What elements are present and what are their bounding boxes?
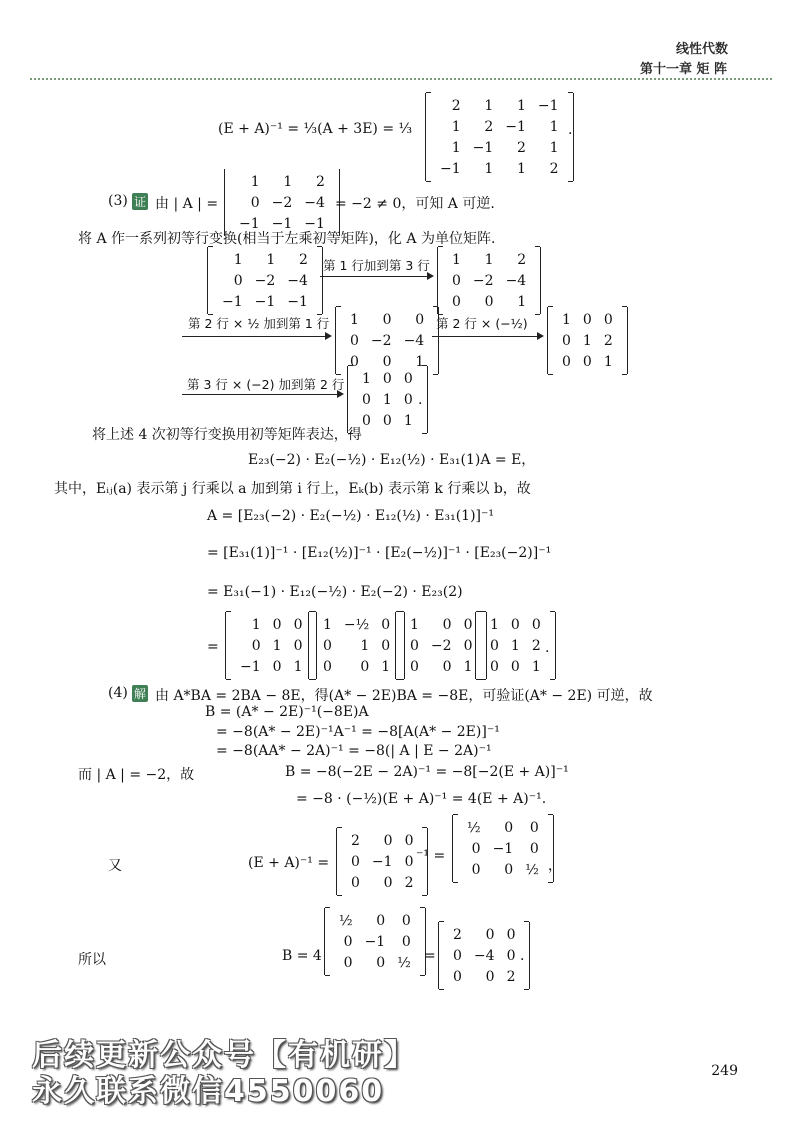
matrix-cell: 2 (517, 139, 526, 156)
matrix-cell: 1 (381, 658, 391, 675)
solution-tag: 解 (134, 687, 147, 701)
matrix-cell: 2 (517, 251, 527, 268)
matrix-cell: 2 (506, 968, 516, 985)
header-divider (30, 78, 772, 80)
matrix-cell: 0 (410, 658, 419, 675)
matrix-cell: 0 (410, 637, 419, 654)
matrix-cell: 0 (403, 370, 413, 387)
watermark-line-2: 永久联系微信4550060 (32, 1074, 385, 1109)
matrix-cell: 0 (360, 658, 370, 675)
matrix-cell: 0 (251, 637, 261, 654)
matrix-cell: 0 (404, 832, 414, 849)
matrix-cell: ½ (525, 861, 539, 878)
final-matrix-2 (308, 612, 405, 679)
B-diag-matrix (324, 908, 426, 975)
matrix-cell: −2 (370, 332, 392, 349)
matrix-cell: 1 (510, 637, 520, 654)
matrix-cell: 1 (266, 251, 276, 268)
matrix-cell: 2 (549, 160, 559, 177)
matrix-cell: 2 (603, 332, 613, 349)
matrix-cell: 0 (471, 840, 481, 857)
matrix-cell: 1 (531, 658, 541, 675)
matrix-cell: 0 (343, 954, 353, 971)
part4-line-6: = −8 · (−½)(E + A)⁻¹ = 4(E + A)⁻¹. (296, 791, 547, 807)
matrix-cell: −1 (537, 97, 559, 114)
summary-line: 将上述 4 次初等行变换用初等矩阵表达，得 (92, 427, 362, 443)
inverse-end: ， (548, 858, 562, 874)
matrix-cell: 0 (504, 819, 514, 836)
matrix-cell: 1 (362, 370, 371, 387)
header-book-title: 线性代数 (676, 42, 729, 57)
matrix-cell: 0 (490, 637, 499, 654)
matrix-cell: −1 (492, 840, 514, 857)
matrix-cell: −1 (371, 853, 393, 870)
eq-end-dot: . (568, 122, 573, 138)
matrix-cell: 1 (382, 391, 392, 408)
eq-inverse-lhs: (E + A)⁻¹ = ⅓(A + 3E) = ⅓ (218, 121, 413, 137)
matrix-cell: 0 (582, 311, 592, 328)
matrix-cell: −1 (240, 658, 261, 675)
matrix-cell: 1 (360, 637, 370, 654)
op-label-1: 第 1 行加到第 3 行 (323, 258, 430, 273)
matrix-cell: 0 (415, 311, 425, 328)
matrix-A-step1 (437, 247, 541, 314)
matrix-cell: 0 (323, 658, 332, 675)
matrix-cell: 0 (293, 616, 303, 633)
row-reduce-intro: 将 A 作一系列初等行变换(相当于左乘初等矩阵)，化 A 为单位矩阵. (78, 231, 496, 247)
matrix-cell: 0 (382, 370, 392, 387)
matrix-cell: 0 (382, 311, 392, 328)
matrix-cell: 0 (250, 194, 260, 211)
matrix-cell: 0 (485, 968, 495, 985)
matrix-cell: 0 (452, 272, 461, 289)
matrix-cell: 1 (350, 311, 359, 328)
final-equals: = (207, 639, 219, 655)
matrix-cell: ½ (339, 912, 353, 929)
proof-tag: 证 (134, 195, 147, 209)
matrix-cell: 0 (403, 391, 413, 408)
matrix-cell: 0 (603, 311, 613, 328)
matrix-cell: 0 (531, 616, 541, 633)
matrix-cell: 1 (251, 616, 261, 633)
identity-end-dot: . (418, 392, 423, 408)
matrix-cell: 1 (283, 173, 293, 190)
matrix-cell: −2 (430, 637, 452, 654)
arrow-3 (432, 336, 542, 337)
matrix-cell: 0 (582, 353, 592, 370)
matrix-cell: 0 (382, 412, 392, 429)
matrix-cell: 0 (376, 954, 386, 971)
matrix-cell: −4 (403, 332, 425, 349)
matrix-cell: 0 (272, 616, 282, 633)
matrix-cell: 0 (506, 947, 516, 964)
also-text: 又 (108, 858, 122, 874)
matrix-A-step3 (547, 307, 628, 374)
inverse-mid: ⁻¹ = (416, 848, 446, 864)
part3-label: (3) (108, 193, 128, 209)
arrow-1 (320, 276, 432, 277)
matrix-cell: 1 (484, 97, 494, 114)
part4-line-1: 由 A*BA = 2BA − 8E，得(A* − 2E)BA = −8E，可验证(A* − 2E) 可逆，故 (155, 688, 653, 704)
matrix-cell: 2 (351, 832, 360, 849)
matrix-cell: 2 (451, 97, 461, 114)
matrix-cell: −1 (505, 118, 526, 135)
matrix-cell: −1 (222, 293, 243, 310)
matrix-cell: 0 (471, 861, 481, 878)
matrix-cell: 0 (463, 616, 473, 633)
part4-line-2: B = (A* − 2E)⁻¹(−8E)A (205, 704, 369, 720)
inverse-lhs: (E + A)⁻¹ = (248, 855, 330, 871)
final-matrix-4 (475, 612, 556, 679)
matrix-cell: 0 (484, 293, 494, 310)
matrix-cell: 0 (376, 912, 386, 929)
matrix-cell: 1 (484, 251, 494, 268)
op-label-4: 第 3 行 × (−2) 加到第 2 行 (187, 377, 345, 392)
matrix-cell: 1 (484, 160, 494, 177)
matrix-cell: 1 (463, 658, 473, 675)
matrix-cell: 2 (453, 926, 462, 943)
watermark-line-1: 后续更新公众号【有机研】 (32, 1038, 416, 1073)
B-end-dot: . (520, 948, 525, 964)
matrix-cell: 1 (451, 139, 461, 156)
header-chapter-title: 第十一章 矩 阵 (640, 62, 728, 77)
matrix-cell: 1 (410, 616, 419, 633)
matrix-cell: 0 (401, 912, 411, 929)
matrix-cell: 0 (233, 272, 243, 289)
op-label-2: 第 2 行 × ½ 加到第 1 行 (188, 316, 330, 331)
A-inverse-eq-1: A = [E₂₃(−2) · E₂(−½) · E₁₂(½) · E₃₁(1)]⁻¹ (207, 508, 494, 524)
final-matrix-3 (395, 612, 487, 679)
matrix-cell: −1 (254, 293, 276, 310)
matrix-cell: 0 (442, 616, 452, 633)
matrix-cell: ½ (467, 819, 481, 836)
part4-line-4: = −8(AA* − 2A)⁻¹ = −8(| A | E − 2A)⁻¹ (216, 743, 492, 759)
diag-inverse-matrix (452, 815, 554, 882)
matrix-cell: −1 (304, 215, 325, 232)
elementary-product-eq: E₂₃(−2) · E₂(−½) · E₁₂(½) · E₃₁(1)A = E， (248, 452, 536, 468)
matrix-cell: 1 (403, 412, 413, 429)
matrix-cell: 0 (350, 353, 359, 370)
part4-line-5: B = −8(−2E − 2A)⁻¹ = −8[−2(E + A)]⁻¹ (285, 764, 569, 780)
matrix-cell: −1 (287, 293, 308, 310)
matrix-cell: −2 (271, 194, 293, 211)
matrix-cell: 2 (316, 173, 325, 190)
matrix-cell: 1 (250, 173, 260, 190)
matrix-cell: 0 (485, 926, 495, 943)
matrix-cell: −1 (364, 933, 386, 950)
page-number: 249 (711, 1063, 738, 1079)
arrow-4 (182, 394, 342, 395)
matrix-cell: 1 (517, 160, 526, 177)
det-suffix: = −2 ≠ 0，可知 A 可逆. (335, 196, 495, 212)
matrix-cell: 1 (452, 251, 461, 268)
matrix-cell: 1 (451, 118, 461, 135)
matrix-cell: 0 (529, 840, 539, 857)
matrix-cell: 0 (383, 832, 393, 849)
matrix-cell: 2 (404, 874, 414, 891)
matrix-cell: 0 (453, 968, 462, 985)
matrix-cell: −1 (239, 215, 260, 232)
matrix-cell: 0 (383, 874, 393, 891)
matrix-cell: 0 (404, 853, 414, 870)
matrix-cell: 1 (562, 311, 571, 328)
matrix-cell: 0 (343, 933, 353, 950)
B-lhs: B = 4 (282, 948, 322, 964)
matrix-cell: 0 (442, 658, 452, 675)
matrix-cell: 2 (484, 118, 494, 135)
matrix-cell: 1 (415, 353, 425, 370)
A-inverse-eq-2: = [E₃₁(1)]⁻¹ · [E₁₂(½)]⁻¹ · [E₂(−½)]⁻¹ · [E₂₃(−2)]⁻¹ (207, 545, 552, 561)
matrix-cell: 1 (272, 637, 282, 654)
matrix-cell: 1 (233, 251, 243, 268)
matrix-cell: 0 (510, 616, 520, 633)
part4-label: (4) (108, 685, 128, 701)
matrix-cell: 2 (299, 251, 308, 268)
matrix-cell: 0 (351, 874, 360, 891)
matrix-cell: 1 (517, 97, 526, 114)
matrix-cell: 0 (562, 353, 571, 370)
matrix-cell: −½ (343, 616, 370, 633)
diag-matrix (336, 828, 428, 895)
matrix-cell: 1 (323, 616, 332, 633)
matrix-cell: 0 (510, 658, 520, 675)
matrix-cell: 2 (531, 637, 541, 654)
matrix-cell: 0 (272, 658, 282, 675)
matrix-cell: 0 (381, 616, 391, 633)
A-inverse-eq-3: = E₃₁(−1) · E₁₂(−½) · E₂(−2) · E₂₃(2) (207, 584, 463, 600)
matrix-cell: 0 (293, 637, 303, 654)
final-matrix-1 (225, 612, 317, 679)
matrix-cell: 0 (452, 293, 461, 310)
matrix-cell: 1 (293, 658, 303, 675)
matrix-cell: 1 (603, 353, 613, 370)
matrix-cell: 0 (562, 332, 571, 349)
op-label-3: 第 2 行 × (−½) (436, 316, 528, 331)
matrix-cell: 0 (351, 853, 360, 870)
matrix-cell: 0 (362, 391, 371, 408)
matrix-cell: 0 (382, 353, 392, 370)
matrix-cell: −4 (287, 272, 308, 289)
B-equals: = (424, 948, 436, 964)
matrix-inverse-4x4 (425, 93, 574, 181)
B-result-matrix (438, 922, 530, 989)
matrix-A-step2 (335, 307, 439, 374)
matrix-cell: 0 (490, 658, 499, 675)
part4-line-3: = −8(A* − 2E)⁻¹A⁻¹ = −8[A(A* − 2E)]⁻¹ (216, 724, 500, 740)
matrix-cell: −4 (304, 194, 325, 211)
matrix-cell: 1 (582, 332, 592, 349)
arrow-2 (182, 336, 330, 337)
matrix-cell: 0 (504, 861, 514, 878)
matrix-cell: 0 (350, 332, 359, 349)
matrix-cell: 0 (529, 819, 539, 836)
matrix-cell: −2 (254, 272, 276, 289)
matrix-A-step0 (207, 247, 323, 314)
matrix-cell: 0 (401, 933, 411, 950)
matrix-cell: 0 (506, 926, 516, 943)
matrix-cell: 0 (381, 637, 391, 654)
matrix-cell: 1 (490, 616, 499, 633)
determinant-A (224, 169, 340, 236)
matrix-cell: −4 (505, 272, 527, 289)
matrix-identity (347, 366, 428, 433)
matrix-cell: 1 (517, 293, 527, 310)
since-det-text: 而 | A | = −2，故 (78, 767, 195, 783)
matrix-cell: 0 (453, 947, 462, 964)
final-end-dot: . (545, 640, 550, 656)
det-prefix: 由 | A | = (155, 196, 219, 212)
matrix-cell: 1 (549, 118, 559, 135)
matrix-cell: −4 (473, 947, 495, 964)
matrix-cell: −2 (472, 272, 494, 289)
matrix-cell: −1 (472, 139, 494, 156)
matrix-cell: 0 (463, 637, 473, 654)
notation-note: 其中，Eᵢⱼ(a) 表示第 j 行乘以 a 加到第 i 行上，Eₖ(b) 表示第 k 行乘以 b，故 (54, 481, 531, 497)
matrix-cell: −1 (440, 160, 461, 177)
matrix-cell: −1 (271, 215, 293, 232)
so-text: 所以 (78, 952, 106, 968)
matrix-cell: 0 (362, 412, 371, 429)
matrix-cell: ½ (397, 954, 411, 971)
matrix-cell: 1 (549, 139, 559, 156)
matrix-cell: 0 (323, 637, 332, 654)
